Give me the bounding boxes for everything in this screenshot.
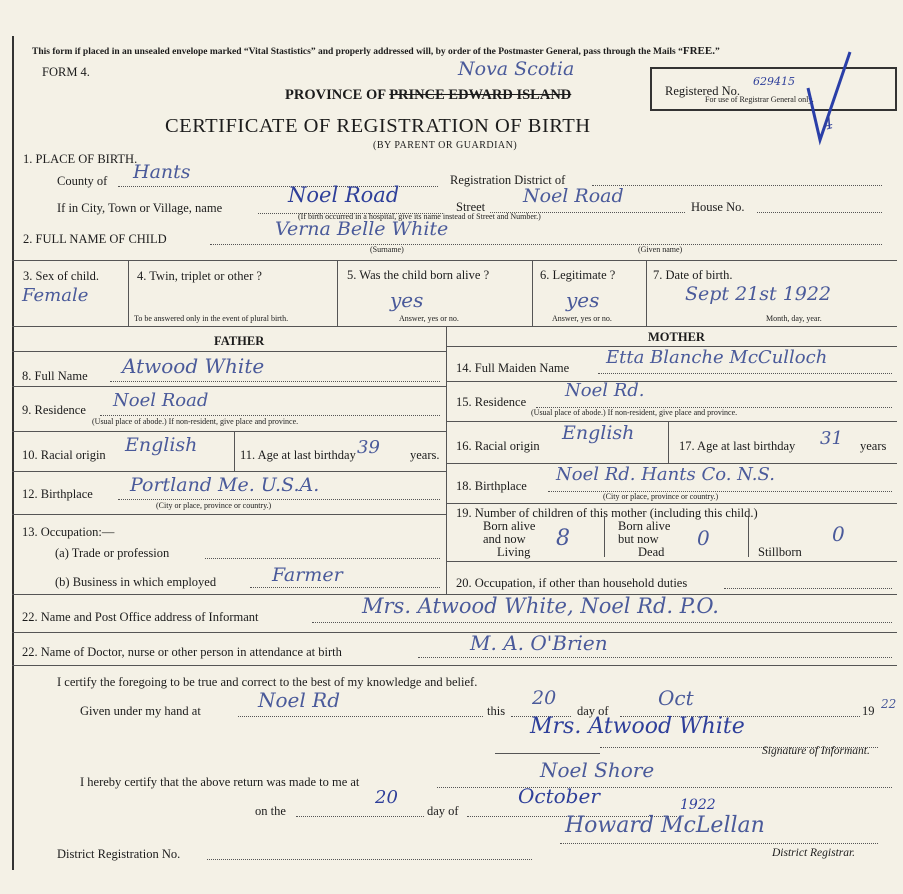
father-residence-label: 9. Residence <box>22 403 86 417</box>
mother-birthplace-note: (City or place, province or country.) <box>603 492 719 501</box>
city-label: If in City, Town or Village, name <box>57 201 223 215</box>
dead-label: Born alive but now Dead <box>618 519 671 559</box>
year-prefix: 19 <box>862 704 875 718</box>
born-alive-label: 5. Was the child born alive ? <box>347 268 490 282</box>
dob-value: Sept 21st 1922 <box>685 283 832 305</box>
stillborn-value: 0 <box>832 522 845 546</box>
business-value: Farmer <box>272 564 343 586</box>
corner-mark: 4 <box>820 113 836 135</box>
street-label: Street <box>456 200 486 214</box>
this-label: this <box>487 704 506 718</box>
informant-label: 22. Name and Post Office address of Informant <box>22 610 259 624</box>
born-alive-value: yes <box>390 288 424 312</box>
doctor-label: 22. Name of Doctor, nurse or other person in attendance at birth <box>22 645 342 659</box>
mother-heading: MOTHER <box>648 330 705 344</box>
registrar-month-value: October <box>518 784 600 808</box>
dob-label: 7. Date of birth. <box>653 268 733 282</box>
father-name-value: Atwood White <box>122 354 265 378</box>
given-day-of-label: day of <box>577 704 609 718</box>
doctor-value: M. A. O'Brien <box>470 631 608 655</box>
registrar-year-value: 1922 <box>680 797 716 813</box>
dead-value: 0 <box>697 526 710 550</box>
father-residence-note: (Usual place of abode.) If non-resident, give place and province. <box>92 417 299 426</box>
given-under-label: Given under my hand at <box>80 704 201 718</box>
father-birthplace-value: Portland Me. U.S.A. <box>130 474 320 496</box>
mother-residence-label: 15. Residence <box>456 395 527 409</box>
registrar-day-of-label: day of <box>427 804 459 818</box>
trade-label: (a) Trade or profession <box>55 546 170 560</box>
stillborn-label: Stillborn <box>758 545 802 559</box>
registered-number: 629415 <box>753 75 795 88</box>
year-suffix: 22 <box>881 697 897 711</box>
twin-note: To be answered only in the event of plural birth. <box>134 314 289 323</box>
house-number-label: House No. <box>691 200 745 214</box>
certificate-subtitle: (BY PARENT OR GUARDIAN) <box>373 140 518 151</box>
hospital-note: (If birth occurred in a hospital, give its name instead of Street and Number.) <box>298 212 541 221</box>
twin-label: 4. Twin, triplet or other ? <box>137 269 262 283</box>
place-of-birth-label: 1. PLACE OF BIRTH. <box>23 152 138 166</box>
child-name-label: 2. FULL NAME OF CHILD <box>23 232 167 246</box>
registration-district-label: Registration District of <box>450 173 566 187</box>
given-day-value: 20 <box>532 687 557 709</box>
father-racial-value: English <box>125 434 198 456</box>
street-value: Noel Road <box>523 185 624 207</box>
legitimate-label: 6. Legitimate ? <box>540 268 616 282</box>
mother-occupation-label: 20. Occupation, if other than household duties <box>456 576 688 590</box>
children-count-label: 19. Number of children of this mother (including this child.) <box>456 506 758 520</box>
mother-residence-value: Noel Rd. <box>565 380 645 401</box>
informant-signature: Mrs. Atwood White <box>530 714 745 739</box>
father-name-label: 8. Full Name <box>22 369 88 383</box>
mother-age-label: 17. Age at last birthday <box>679 439 796 453</box>
born-alive-note: Answer, yes or no. <box>399 314 459 323</box>
living-value: 8 <box>556 526 570 551</box>
father-age-label: 11. Age at last birthday <box>240 448 356 462</box>
father-heading: FATHER <box>214 334 265 348</box>
living-label: Born alive and now Living <box>483 519 536 559</box>
county-value: Hants <box>133 161 191 183</box>
surname-note: (Surname) <box>370 245 404 254</box>
mother-racial-value: English <box>562 422 635 444</box>
mother-name-label: 14. Full Maiden Name <box>456 361 570 375</box>
registrar-day-value: 20 <box>375 787 398 808</box>
check-mark-icon <box>800 48 860 148</box>
mother-age-value: 31 <box>820 428 843 449</box>
dob-note: Month, day, year. <box>766 314 822 323</box>
province-line: PROVINCE OF PRINCE EDWARD ISLAND <box>285 87 572 103</box>
mother-residence-note: (Usual place of abode.) If non-resident, give place and province. <box>531 408 738 417</box>
given-place-value: Noel Rd <box>258 688 340 712</box>
father-occupation-label: 13. Occupation:— <box>22 525 115 539</box>
postal-notice: This form if placed in an unsealed envelope marked “Vital Stastistics” and properly addressed will, by order of the Postmaster General, pass through the Mails “FREE.” <box>32 45 720 57</box>
province-handwritten: Nova Scotia <box>458 58 575 80</box>
father-age-value: 39 <box>357 437 380 458</box>
city-value: Noel Road <box>288 183 400 207</box>
father-racial-label: 10. Racial origin <box>22 448 106 462</box>
registrar-signature: Howard McLellan <box>565 813 765 838</box>
father-residence-value: Noel Road <box>113 390 209 411</box>
certify-statement: I certify the foregoing to be true and correct to the best of my knowledge and belief. <box>57 675 478 689</box>
child-name-value: Verna Belle White <box>275 218 449 240</box>
given-name-note: (Given name) <box>638 245 683 254</box>
mother-years-label: years <box>860 439 887 453</box>
legitimate-note: Answer, yes or no. <box>552 314 612 323</box>
business-label: (b) Business in which employed <box>55 575 217 589</box>
sex-value: Female <box>22 285 89 306</box>
district-registrar-label: District Registrar. <box>772 847 856 859</box>
given-month-value: Oct <box>658 686 694 710</box>
mother-birthplace-value: Noel Rd. Hants Co. N.S. <box>556 464 775 485</box>
father-birthplace-label: 12. Birthplace <box>22 487 93 501</box>
province-struck: PRINCE EDWARD ISLAND <box>389 87 572 103</box>
sex-label: 3. Sex of child. <box>23 269 100 283</box>
legitimate-value: yes <box>566 288 600 312</box>
mother-birthplace-label: 18. Birthplace <box>456 479 527 493</box>
father-birthplace-note: (City or place, province or country.) <box>156 501 272 510</box>
registered-label: Registered No. <box>665 84 740 98</box>
signature-of-informant-label: Signature of Informant. <box>762 745 870 757</box>
registrar-statement: I hereby certify that the above return was made to me at <box>80 775 360 789</box>
district-registration-label: District Registration No. <box>57 847 181 861</box>
registrar-place-value: Noel Shore <box>540 758 655 782</box>
father-years-label: years. <box>410 448 440 462</box>
registrar-use-note: For use of Registrar General only. <box>705 95 814 104</box>
mother-racial-label: 16. Racial origin <box>456 439 540 453</box>
county-label: County of <box>57 174 108 188</box>
mother-name-value: Etta Blanche McCulloch <box>606 347 828 368</box>
form-number: FORM 4. <box>42 65 90 79</box>
on-the-label: on the <box>255 804 286 818</box>
informant-value: Mrs. Atwood White, Noel Rd. P.O. <box>362 594 719 618</box>
certificate-title: CERTIFICATE OF REGISTRATION OF BIRTH <box>165 115 591 137</box>
